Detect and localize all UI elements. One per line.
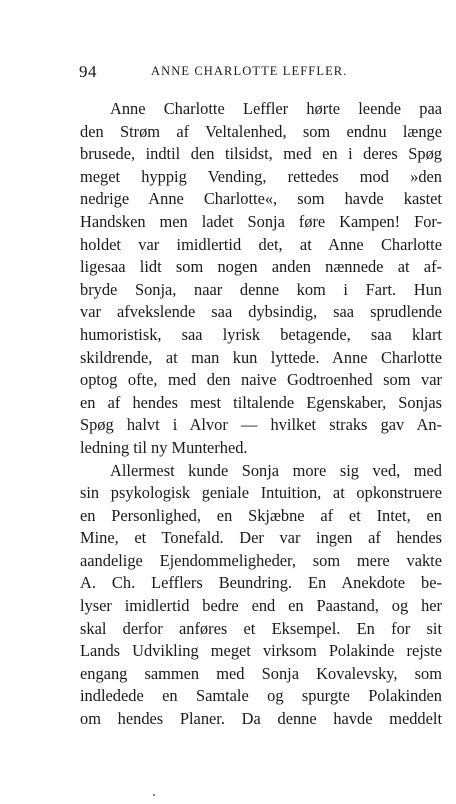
- text-line: Allermest kunde Sonja more sig ved, med: [110, 460, 442, 480]
- text-line: holdet var imidlertid det, at Anne Charlotte: [80, 234, 442, 254]
- text-line: var afvekslende saa dybsindig, saa sprudlende: [80, 302, 442, 322]
- text-line: Anne Charlotte Leffler hørte leende paa: [110, 99, 442, 118]
- text-line: ligesaa lidt som nogen anden nænnede at af-: [80, 257, 442, 277]
- text-line: indledede en Samtale og spurgte Polakinden: [80, 686, 442, 706]
- text-line: lyser imidlertid bedre end en Paastand, og her: [80, 596, 442, 616]
- text-line: skal derfor anføres et Eksempel. En for sit: [80, 618, 442, 638]
- body-text: [80, 98, 442, 731]
- text-line: meget hyppig Vending, rettedes mod »den: [80, 166, 442, 186]
- paper-speck: [153, 794, 155, 796]
- text-line: en Personlighed, en Skjæbne af et Intet, en: [80, 505, 442, 525]
- text-line: om hendes Planer. Da denne havde meddelt: [80, 709, 442, 729]
- text-line: ledning til ny Munterhed.: [80, 437, 248, 457]
- text-line: optog ofte, med den naive Godtroenhed som var: [80, 370, 442, 390]
- text-line: Lands Udvikling meget virksom Polakinde rejste: [80, 641, 442, 661]
- text-line: Handsken men ladet Sonja føre Kampen! For-: [80, 211, 442, 231]
- text-line: aandelige Ejendommeligheder, som mere vakte: [80, 550, 442, 570]
- running-head: [79, 62, 379, 82]
- text-line: bryde Sonja, naar denne kom i Fart. Hun: [80, 279, 442, 299]
- text-line: A. Ch. Lefflers Beundring. En Anekdote be-: [80, 573, 442, 593]
- text-line: engang sammen med Sonja Kovalevsky, som: [80, 663, 442, 683]
- text-line: Mine, et Tonefald. Der var ingen af hendes: [80, 528, 442, 548]
- text-line: skildrende, at man kun lyttede. Anne Charlotte: [80, 347, 442, 367]
- text-line: den Strøm af Veltalenhed, som endnu længe: [80, 121, 442, 141]
- text-line: nedrige Anne Charlotte«, som havde kastet: [80, 189, 442, 209]
- page-number: 94: [79, 62, 97, 81]
- text-line: en af hendes mest tiltalende Egenskaber, Sonjas: [80, 392, 442, 412]
- running-title: ANNE CHARLOTTE LEFFLER.: [151, 64, 348, 78]
- text-line: brusede, indtil den tilsidst, med en i deres Spøg: [80, 144, 442, 164]
- text-line: sin psykologisk geniale Intuition, at opkonstruere: [80, 483, 442, 503]
- text-line: Spøg halvt i Alvor — hvilket straks gav An-: [80, 415, 442, 435]
- text-line: humoristisk, saa lyrisk betagende, saa klart: [80, 324, 442, 344]
